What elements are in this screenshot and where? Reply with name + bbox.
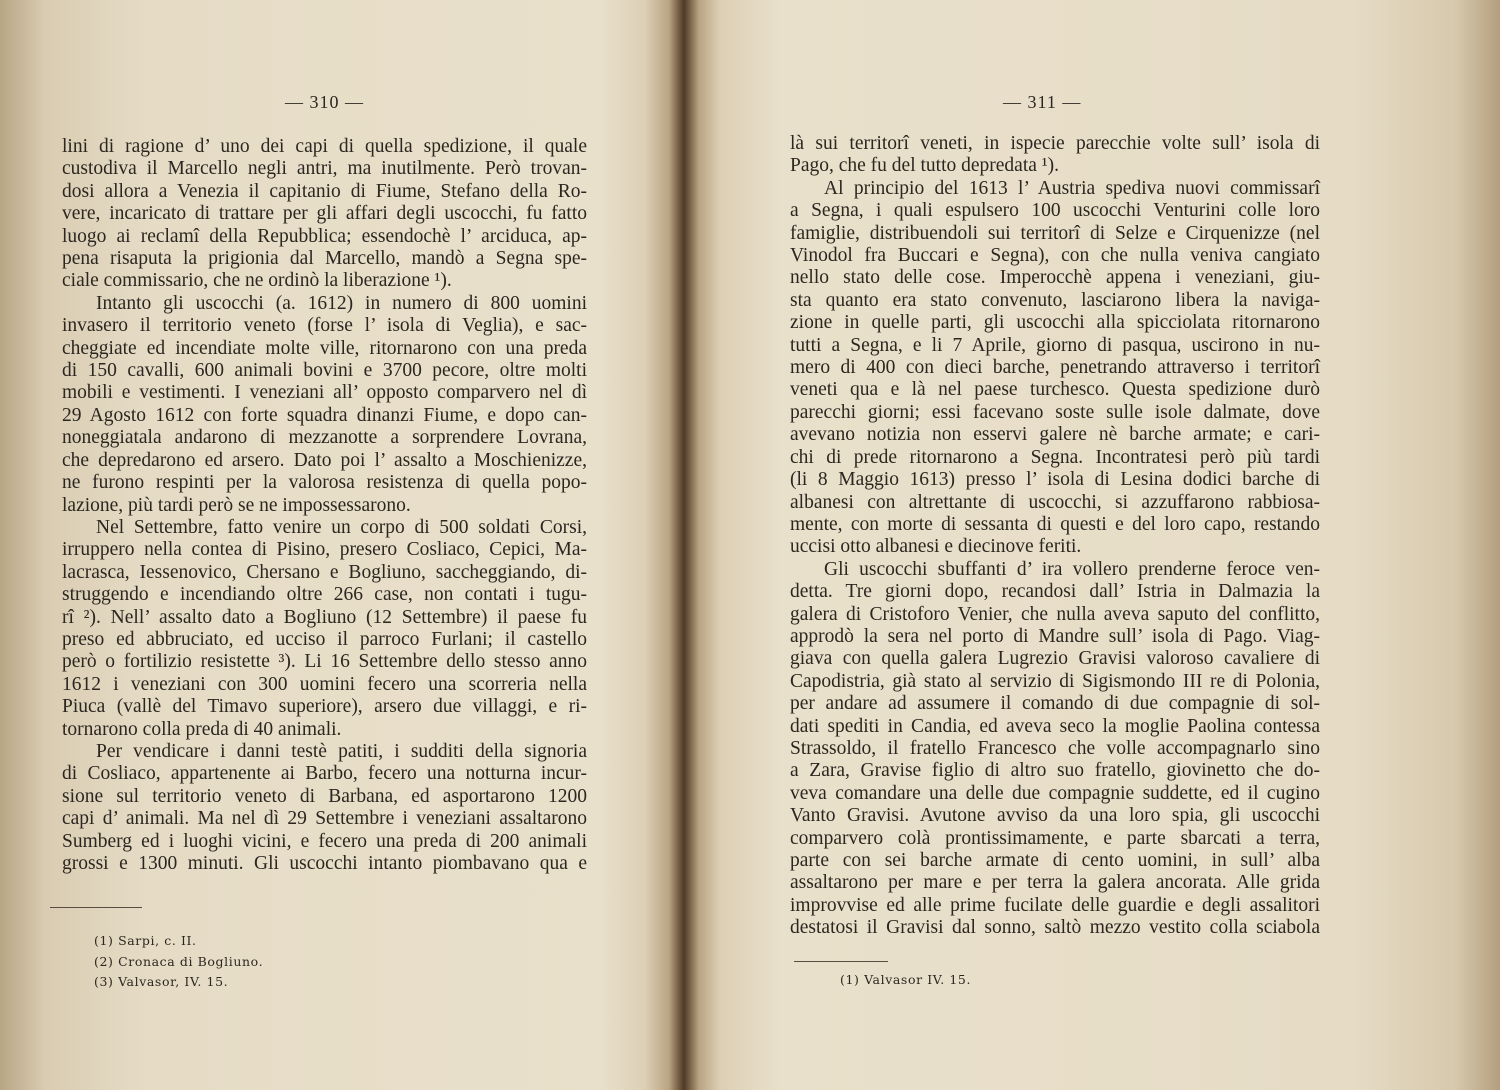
text-line: dati spediti in Candia, ed aveva seco la moglie Paolina contessa [790, 715, 1320, 737]
text-line: tornarono colla preda di 40 animali. [62, 718, 342, 740]
text-line: che depredarono ed arsero. Dato poi l’ assalto a Moschienizze, [62, 449, 587, 471]
text-line: struggendo e incendiando oltre 266 case, non contati i tugu- [62, 584, 587, 606]
right-page [690, 0, 1500, 1090]
text-line: mobili e vestimenti. I veneziani all’ opposto comparvero nel dì [62, 382, 587, 404]
text-line: Sumberg ed i luoghi vicini, e fecero una preda di 200 animali [62, 830, 587, 852]
text-line: irruppero nella contea di Pisino, presero Cosliaco, Cepici, Ma- [62, 539, 587, 561]
text-line: grossi e 1300 minuti. Gli uscocchi intanto piombavano qua e [62, 853, 587, 874]
text-line: veneti qua e là nel paese turchesco. Questa spedizione durò [790, 379, 1320, 401]
text-line: destatosi il Gravisi dal sonno, saltò mezzo vestito colla sciabola [790, 917, 1320, 939]
text-line: di 150 cavalli, 600 animali bovini e 3700 pecore, oltre molti [62, 360, 587, 382]
text-line: luogo ai reclamî della Repubblica; essendochè l’ arciduca, ap- [62, 225, 587, 247]
text-line: comparvero colà prontissimamente, e parte sbarcati a terra, [790, 827, 1320, 849]
text-line: sione sul territorio veneto di Barbana, ed asportarono 1200 [62, 785, 587, 807]
text-line: per andare ad assumere il comando di due compagnie di sol- [790, 693, 1320, 715]
text-line: a Segna, i quali espulsero 100 uscocchi Venturini colle loro [790, 200, 1320, 222]
text-line: cheggiate ed incendiate molte ville, ritornarono con una preda [62, 337, 587, 359]
footnote: (3) Valvasor, IV. 15. [94, 974, 229, 989]
text-line: galera di Cristoforo Venier, che nulla aveva saputo del conflitto, [790, 603, 1320, 625]
text-line: Capodistria, già stato al servizio di Sigismondo III re di Polonia, [790, 670, 1320, 692]
text-line: famiglie, distribuendoli sui territorî di Selze e Cirquenizze (nel [790, 222, 1320, 244]
left-page [0, 0, 680, 1090]
text-line: lacrasca, Iessenovico, Chersano e Bogliuno, saccheggiando, di- [62, 561, 587, 583]
text-line: rî ²). Nell’ assalto dato a Bogliuno (12 Settembre) il paese fu [62, 606, 587, 628]
text-line: Pago, che fu del tutto depredata ¹). [790, 155, 1060, 177]
text-line: Al principio del 1613 l’ Austria spediva nuovi commissarî [824, 177, 1320, 199]
text-line: pena risaputa la prigionia dal Marcello, mandò a Segna spe- [62, 248, 587, 270]
text-line: là sui territorî veneti, in ispecie parecchie volte sull’ isola di [790, 133, 1320, 154]
text-line: mero di 400 con dieci barche, penetrando attraverso i territorî [790, 357, 1320, 379]
text-line: avevano notizia non esservi galere nè barche armate; e cari- [790, 424, 1320, 446]
text-line: chi di prede ritornarono a Segna. Incontratesi però più tardi [790, 446, 1320, 468]
text-line: noneggiatala andarono di mezzanotte a sorprendere Lovrana, [62, 427, 587, 449]
text-line: tutti a Segna, e li 7 Aprile, giorno di pasqua, uscirono in nu- [790, 334, 1320, 356]
text-line: (li 8 Maggio 1613) presso l’ isola di Lesina dodici barche di [790, 469, 1320, 491]
footnote: (2) Cronaca di Bogliuno. [94, 953, 264, 969]
text-line: capi d’ animali. Ma nel dì 29 Settembre i veneziani assaltarono [62, 808, 587, 830]
text-line: veva comandare una delle due compagnie suddette, ed il cugino [790, 782, 1320, 804]
text-line: approdò la sera nel porto di Mandre sull’ isola di Pago. Viag- [790, 625, 1320, 647]
text-line: Strassoldo, il fratello Francesco che volle accompagnarlo sino [790, 737, 1320, 759]
right-page-number: — 311 — [1003, 92, 1082, 112]
left-page-number: — 310 — [285, 92, 364, 112]
text-line: Per vendicare i danni testè patiti, i sudditi della signoria [96, 740, 587, 762]
text-line: ciale commissario, che ne ordinò la liberazione ¹). [62, 270, 452, 292]
text-line: però o fortilizio resistette ³). Li 16 Settembre dello stesso anno [62, 651, 587, 673]
text-line: parte con sei barche armate di cento uomini, in sull’ alba [790, 850, 1320, 871]
text-line: improvvise ed alle prime fucilate delle guardie e degli assalitori [790, 894, 1320, 916]
text-line: a Zara, Gravise figlio di altro suo fratello, giovinetto che do- [790, 760, 1320, 782]
text-line: custodiva il Marcello negli antri, ma inutilmente. Però trovan- [62, 158, 587, 180]
text-line: assaltarono per mare e per terra la galera ancorata. Alle grida [790, 872, 1320, 894]
right-footnotes [840, 970, 971, 991]
text-line: Nel Settembre, fatto venire un corpo di 500 soldati Corsi, [96, 516, 587, 538]
text-line: Vanto Gravisi. Avutone avviso da una loro spia, gli uscocchi [790, 805, 1320, 827]
text-line: giava con quella galera Lugrezio Gravisi valoroso cavaliere di [790, 648, 1320, 670]
text-line: ne furono respinti per la valorosa resistenza di quella popo- [62, 472, 587, 494]
text-line: detta. Tre giorni dopo, recandosi dall’ Istria in Dalmazia la [790, 581, 1320, 603]
left-page-body [62, 136, 587, 875]
text-line: Piuca (vallè del Timavo superiore), arsero due villaggi, e ri- [62, 696, 587, 718]
text-line: Vinodol fra Buccari e Segna), con che nulla veniva cangiato [790, 245, 1320, 267]
right-footnote-rule [794, 961, 888, 962]
text-line: lini di ragione d’ uno dei capi di quella spedizione, il quale [62, 136, 587, 157]
footnote: (1) Valvasor IV. 15. [840, 972, 972, 987]
text-line: invasero il territorio veneto (forse l’ isola di Veglia), e sac- [62, 315, 587, 337]
text-line: vere, incaricato di trattare per gli affari degli uscocchi, fu fatto [62, 203, 587, 225]
text-line: dosi allora a Venezia il capitanio di Fiume, Stefano della Ro- [62, 180, 587, 202]
text-line: zione in quelle parti, gli uscocchi alla spicciolata ritornarono [790, 312, 1320, 334]
text-line: nello stato delle cose. Imperocchè appena i veneziani, giu- [790, 267, 1320, 289]
text-line: mente, con morte di sessanta di questi e del loro capo, restando [790, 513, 1320, 535]
text-line: Intanto gli uscocchi (a. 1612) in numero di 800 uomini [96, 292, 587, 314]
text-line: Gli uscocchi sbuffanti d’ ira vollero prenderne feroce ven- [824, 558, 1320, 580]
footnote: (1) Sarpi, c. II. [94, 933, 197, 948]
text-line: parecchi giorni; essi facevano soste sulle isole dalmate, dove [790, 401, 1320, 423]
text-line: uccisi otto albanesi e diecinove feriti. [790, 536, 1082, 558]
left-footnote-rule [50, 907, 142, 908]
text-line: lazione, più tardi però se ne impossessarono. [62, 494, 411, 516]
text-line: sta quanto era stato convenuto, lasciarono libera la naviga- [790, 289, 1320, 311]
right-page-body [790, 133, 1320, 940]
left-footnotes [94, 931, 263, 993]
text-line: 29 Agosto 1612 con forte squadra dinanzi Fiume, e dopo can- [62, 404, 587, 426]
text-line: 1612 i veneziani con 300 uomini fecero una scorreria nella [62, 673, 587, 695]
text-line: di Cosliaco, appartenente ai Barbo, fecero una notturna incur- [62, 763, 587, 785]
text-line: albanesi con altrettante di uscocchi, si azzuffarono rabbiosa- [790, 491, 1320, 513]
text-line: preso ed abbruciato, ed ucciso il parroco Furlani; il castello [62, 628, 587, 650]
